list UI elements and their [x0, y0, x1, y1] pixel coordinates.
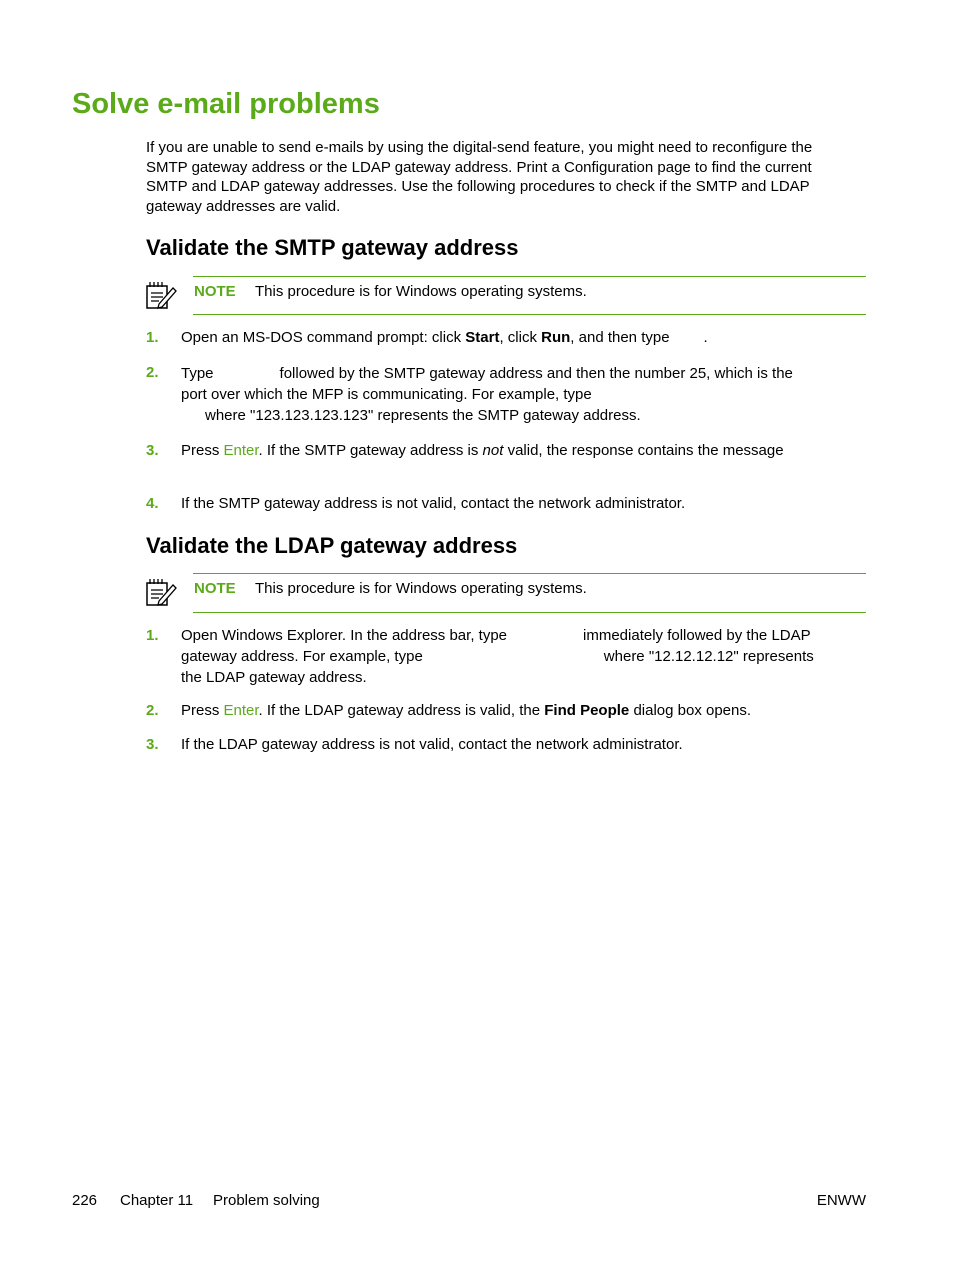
- step-number: 1.: [146, 627, 159, 644]
- list-item: If the LDAP gateway address is not valid, contact the network administrator.: [181, 736, 683, 753]
- note-bottom-rule: [193, 612, 866, 613]
- intro-paragraph: If you are unable to send e-mails by using the digital-send feature, you might need to reconfigure the SMTP gateway address or the LDAP gateway address. Print a Configuration page to find the current SMTP and LDAP gateway addresses. Use the following procedures to check if the SMTP and LDAP gateway addresses are valid.: [146, 139, 813, 215]
- note-top-rule: [193, 276, 866, 277]
- note-text: This procedure is for Windows operating systems.: [255, 580, 587, 597]
- enter-key-label: Enter: [223, 702, 259, 719]
- note-label: NOTE: [194, 580, 236, 597]
- list-item: Open Windows Explorer. In the address bar, type immediately followed by the LDAP gateway address. For example, type where "12.12.12.12" represents the LDAP gateway address.: [181, 627, 814, 686]
- ldap-section-heading: Validate the LDAP gateway address: [146, 533, 518, 558]
- step-number: 1.: [146, 329, 159, 346]
- list-item: Press Enter. If the SMTP gateway address is not valid, the response contains the message: [181, 442, 784, 459]
- note-bottom-rule: [193, 314, 866, 315]
- note-label: NOTE: [194, 283, 236, 300]
- list-item: Type followed by the SMTP gateway address and then the number 25, which is the port over which the MFP is communicating. For example, type where "123.123.123.123" represents the SMTP gateway address.: [181, 365, 793, 424]
- page-title: Solve e-mail problems: [72, 88, 380, 120]
- list-item: If the SMTP gateway address is not valid, contact the network administrator.: [181, 495, 686, 512]
- step-number: 3.: [146, 736, 159, 753]
- note-top-rule: [193, 573, 866, 574]
- note-pencil-icon: [145, 280, 177, 310]
- step-number: 2.: [146, 364, 159, 381]
- step-number: 3.: [146, 442, 159, 459]
- step-number: 4.: [146, 495, 159, 512]
- enter-key-label: Enter: [223, 442, 259, 459]
- note-text: This procedure is for Windows operating systems.: [255, 283, 587, 300]
- list-item: Press Enter. If the LDAP gateway address is valid, the Find People dialog box opens.: [181, 702, 752, 719]
- footer-page-number: 226: [72, 1192, 98, 1209]
- list-item: Open an MS-DOS command prompt: click Start, click Run, and then type .: [181, 329, 708, 346]
- note-pencil-icon: [145, 577, 177, 607]
- footer-chapter: Chapter 11: [120, 1192, 194, 1209]
- footer-right-label: ENWW: [816, 1192, 866, 1209]
- smtp-section-heading: Validate the SMTP gateway address: [146, 235, 519, 260]
- step-number: 2.: [146, 702, 159, 719]
- footer-section: Problem solving: [213, 1192, 320, 1209]
